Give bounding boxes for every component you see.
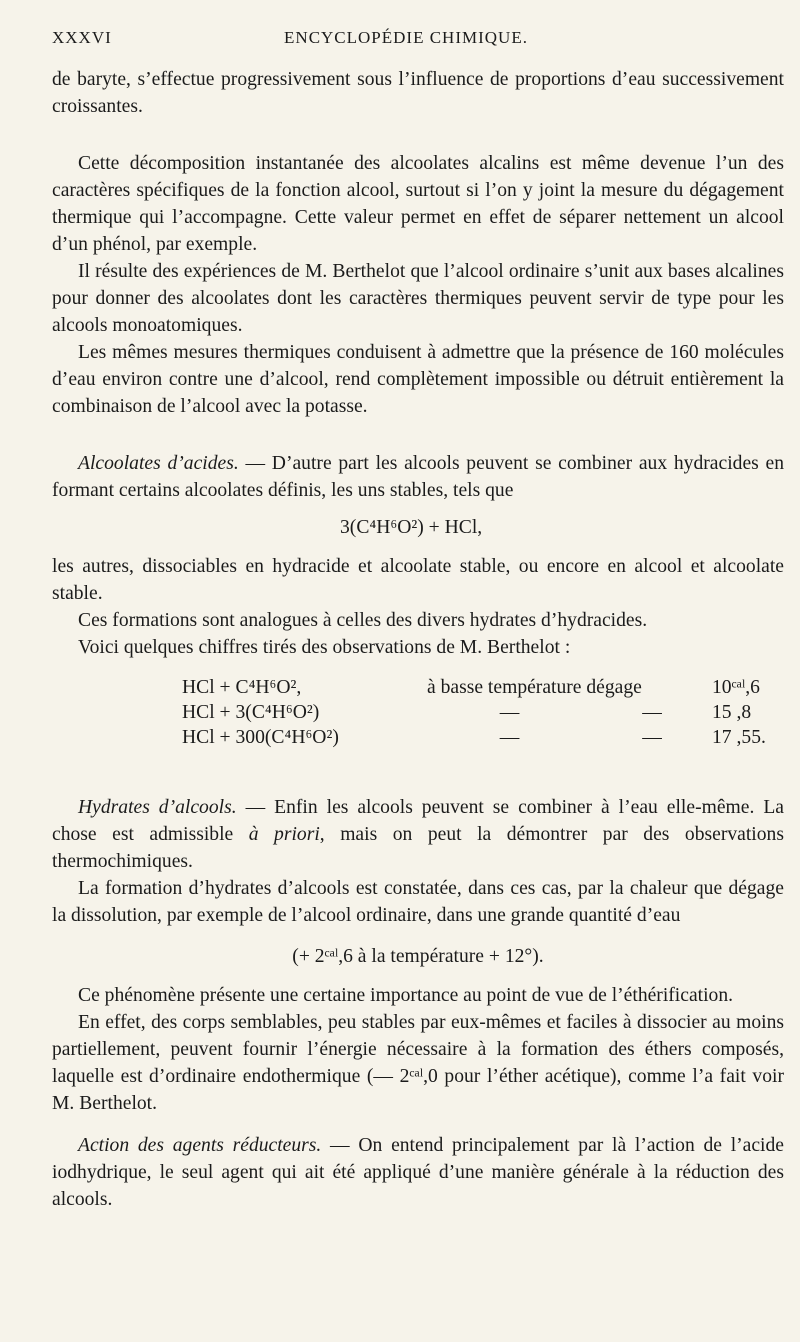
table-formula: HCl + 300(C⁴H⁶O²) [182,727,339,748]
section-agents-reducteurs [52,1132,784,1213]
section-text: — D’autre part les alcools peuvent se combiner aux hydracides en formant certains alcoolates définis, les uns stables, tels que [52,453,784,501]
paragraph-10: En effet, des corps semblables, peu stables par eux-mêmes et faciles à dissocier au moins partiellement, peuvent fournir l’énergie nécessaire à la formation des éthers composés, laquelle est d’ordinaire endothermique (— 2ᶜᵃˡ,0 pour l’éther acétique), comme l’a fait voir M. Berthelot. [52,1012,784,1114]
section-text-end: , mais on peut la démontrer par des observations thermochimiques. [52,824,784,872]
table-desc: — [499,702,520,723]
table-row [182,700,784,725]
formula-1: 3(C⁴H⁶O²) + HCl, [340,517,483,538]
table-value: 10ᶜᵃˡ,6 [712,677,760,698]
page-number: XXXVI [52,28,112,47]
section-title: Alcoolates d’acides. [78,453,239,474]
paragraph-9: Ce phénomène présente une certaine importance au point de vue de l’éthérification. [78,985,734,1006]
section-text: — On entend principalement par là l’action de l’acide iodhydrique, le seul agent qui ait été appliqué d’une manière générale à la réduction des alcools. [52,1135,784,1210]
section-text: — Enfin les alcools peuvent se combiner à l’eau elle-même. La chose est admissible [52,797,784,845]
paragraph-7: Voici quelques chiffres tirés des observations de M. Berthelot : [78,637,571,658]
table-desc: à basse température dégage [427,677,642,698]
table-desc: — [499,727,520,748]
paragraph-1: de baryte, s’effectue progressivement sous l’influence de proportions d’eau successivement croissantes. [52,69,784,117]
table-value: 17 ,55. [712,727,766,748]
paragraph-2: Cette décomposition instantanée des alcoolates alcalins est même devenue l’un des caractères spécifiques de la fonction alcool, surtout si l’on y joint la mesure du dégagement thermique qui l’accompagne. Cette valeur permet en effet de séparer nettement un alcool d’un phénol, par exemple. [52,153,784,255]
table-row [182,725,784,750]
table-dash: — [642,702,662,723]
paragraph-4: Les mêmes mesures thermiques conduisent à admettre que la présence de 160 molécules d’eau environ contre une d’alcool, rend complètement impossible ou détruit entièrement la combinaison de l’alcool avec la potasse. [52,342,784,417]
running-header [52,28,760,52]
section-title: Hydrates d’alcools. [78,797,237,818]
thermo-table [182,675,784,750]
table-formula: HCl + C⁴H⁶O², [182,677,302,698]
page-body [52,66,784,1213]
paragraph-5: les autres, dissociables en hydracide et alcoolate stable, ou encore en alcool et alcoolate stable. [52,556,784,604]
section-alcoolates-acides [52,450,784,504]
paragraph-6: Ces formations sont analogues à celles des divers hydrates d’hydracides. [78,610,648,631]
paragraph-8: La formation d’hydrates d’alcools est constatée, dans ces cas, par la chaleur que dégage la dissolution, par exemple de l’alcool ordinaire, dans une grande quantité d’eau [52,878,784,926]
table-dash: — [642,727,662,748]
table-formula: HCl + 3(C⁴H⁶O²) [182,702,320,723]
running-title: ENCYCLOPÉDIE CHIMIQUE. [284,28,528,47]
italic-term: à priori [248,824,320,845]
table-value: 15 ,8 [712,702,752,723]
paragraph-3: Il résulte des expériences de M. Berthelot que l’alcool ordinaire s’unit aux bases alcalines pour donner des alcoolates dont les caractères thermiques peuvent servir de type pour les alcools monoatomiques. [52,261,784,336]
table-row [182,675,784,700]
section-hydrates-alcools [52,794,784,875]
formula-2: (+ 2ᶜᵃˡ,6 à la température + 12°). [292,946,544,967]
section-title: Action des agents réducteurs. [78,1135,322,1156]
